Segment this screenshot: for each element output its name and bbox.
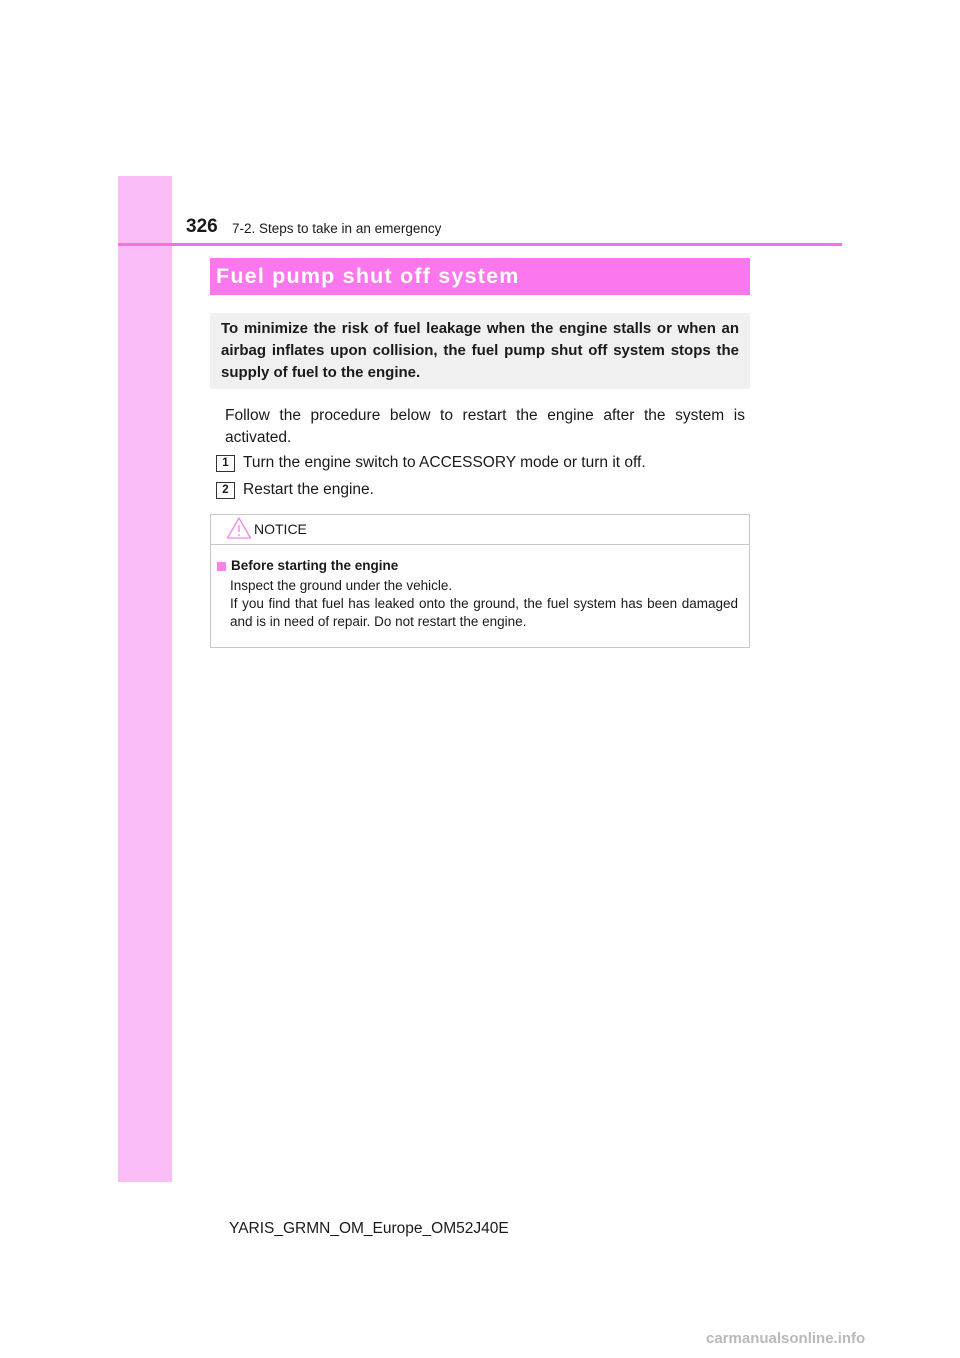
step-item [216, 481, 374, 499]
body-paragraph: Follow the procedure below to restart the engine after the system is activated. [225, 407, 745, 446]
footer-document-code: YARIS_GRMN_OM_Europe_OM52J40E [229, 1220, 509, 1237]
side-color-band [118, 176, 172, 1182]
watermark-text: carmanualsonline.info [706, 1330, 866, 1347]
step-item [216, 454, 646, 472]
notice-heading [217, 557, 738, 575]
intro-text: To minimize the risk of fuel leakage when the engine stalls or when an airbag inflates upon collision, the fuel pump shut off system stops the supply of fuel to the engine. [221, 320, 739, 381]
warning-triangle-icon [226, 516, 252, 540]
section-title: Fuel pump shut off system [216, 264, 520, 288]
notice-header [211, 515, 749, 545]
step-text: Turn the engine switch to ACCESSORY mode or turn it off. [243, 454, 646, 471]
notice-content [211, 545, 749, 631]
section-breadcrumb: 7-2. Steps to take in an emergency [232, 221, 442, 236]
bullet-square-icon [217, 562, 226, 571]
notice-box [210, 514, 750, 648]
notice-paragraph: Inspect the ground under the vehicle. [230, 578, 453, 593]
page-number: 326 [186, 216, 218, 237]
notice-label: NOTICE [254, 521, 307, 537]
notice-heading-text: Before starting the engine [231, 558, 399, 573]
step-number-badge: 1 [216, 455, 235, 472]
step-text: Restart the engine. [243, 481, 374, 498]
section-title-bar [210, 258, 750, 295]
intro-summary-box [210, 313, 750, 389]
header-divider [118, 243, 842, 246]
step-number-badge: 2 [216, 482, 235, 499]
notice-paragraph: If you find that fuel has leaked onto the ground, the fuel system has been damaged and is in need of repair. Do not restart the engine. [230, 596, 738, 629]
